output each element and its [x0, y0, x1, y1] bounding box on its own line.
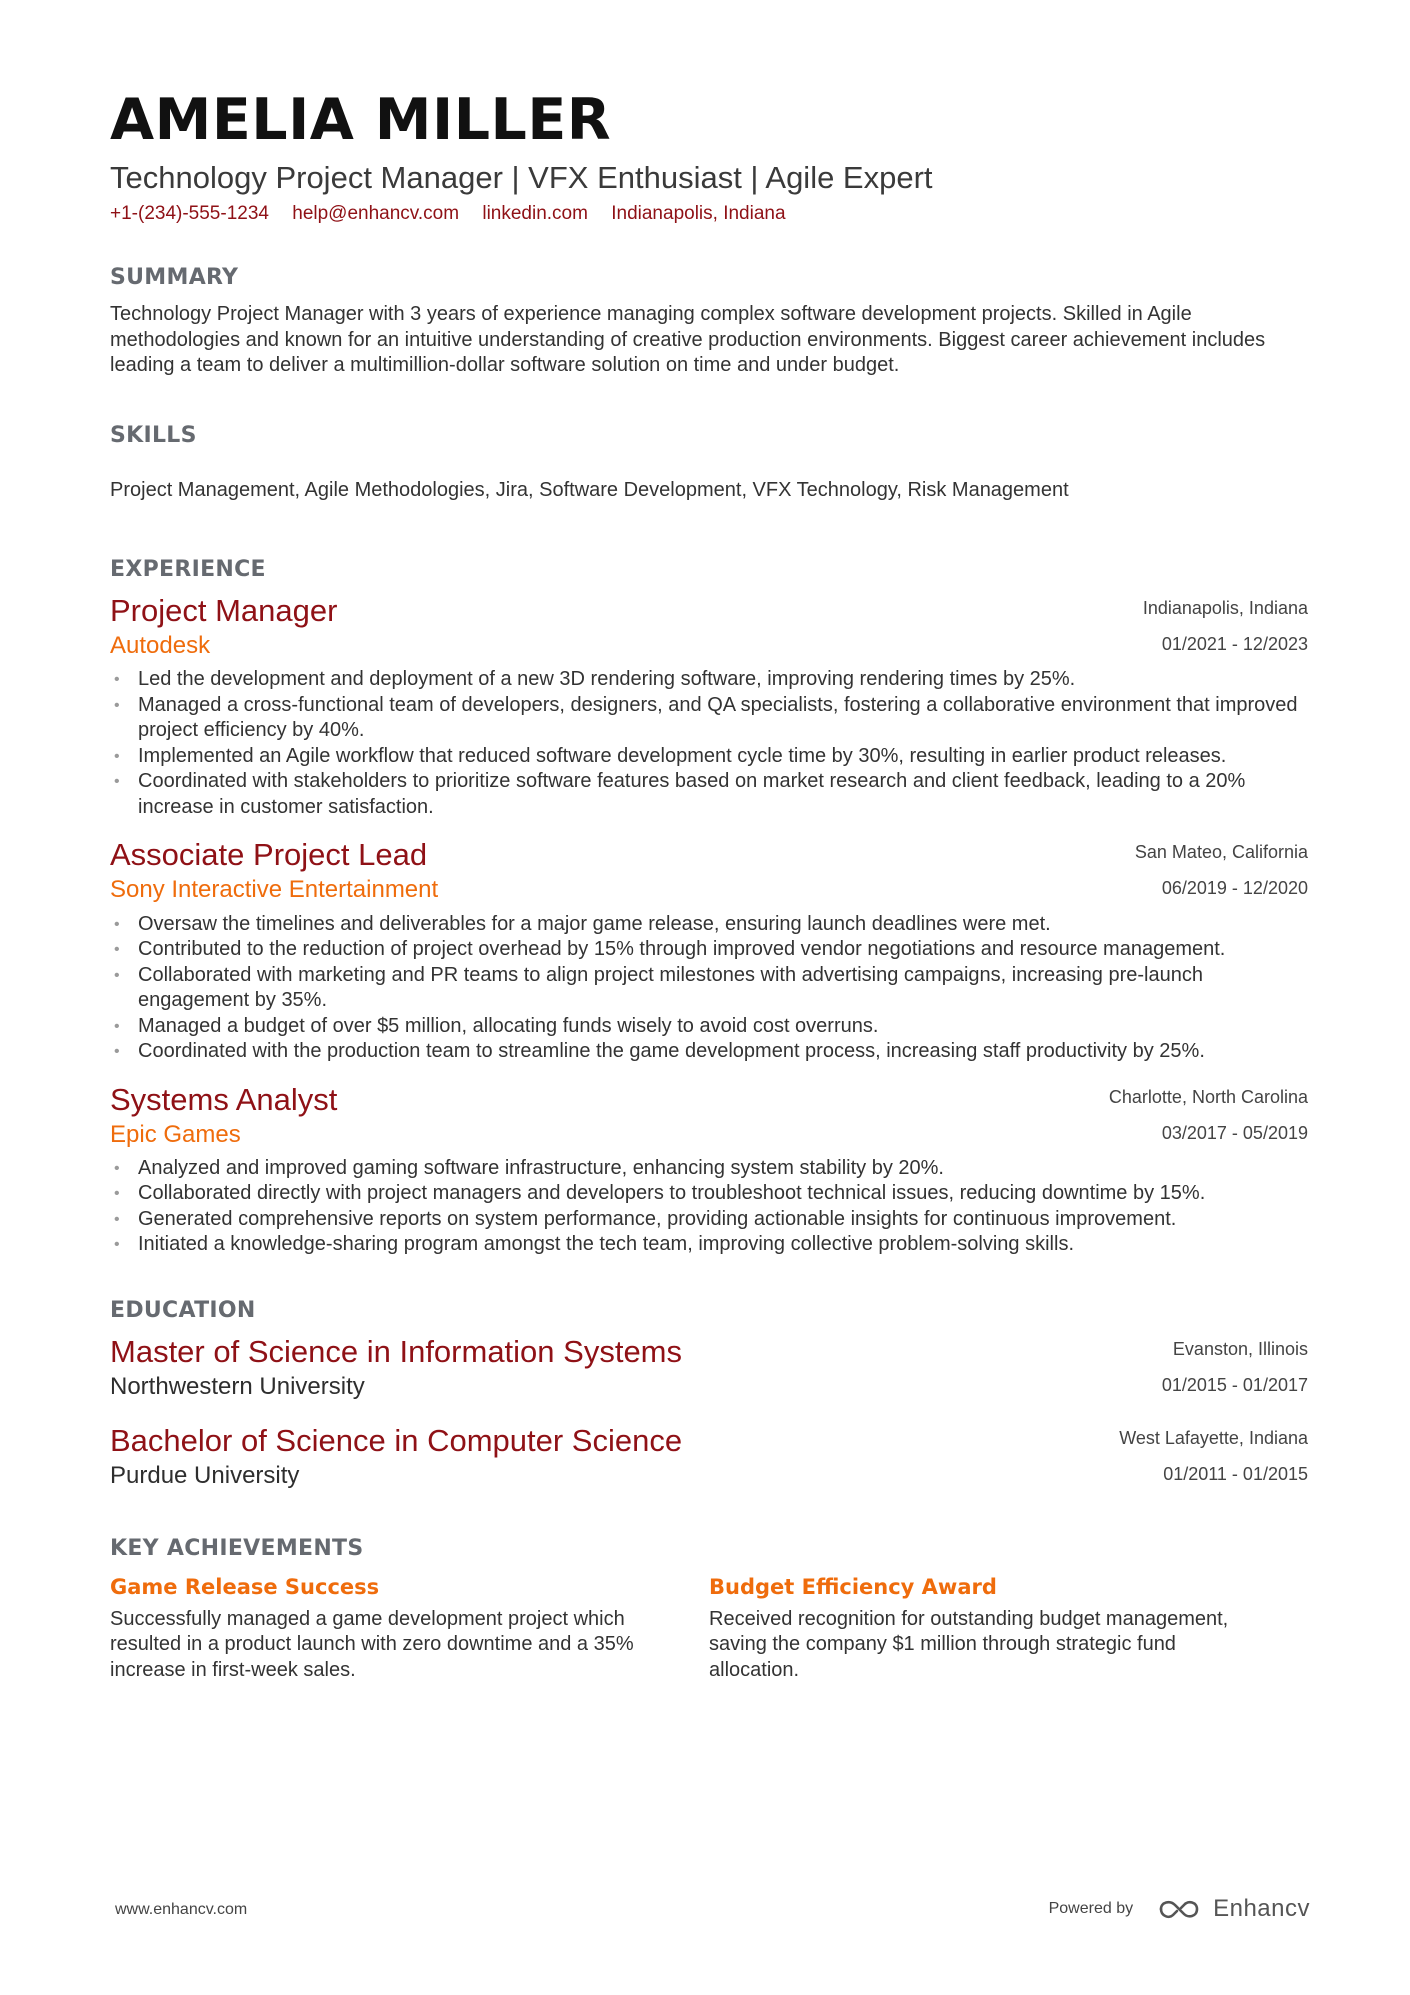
summary-heading: SUMMARY: [110, 265, 239, 291]
achievement-title: Game Release Success: [110, 1574, 380, 1599]
resume-content: [110, 87, 1308, 1683]
bullet-dot-icon: •: [114, 966, 120, 984]
email-link[interactable]: help@enhancv.com: [292, 203, 460, 225]
bullet-item: [110, 963, 1308, 1014]
bullet-item: [110, 744, 1308, 770]
job-role: Systems Analyst: [110, 1081, 338, 1117]
achievements-section: [110, 1536, 1308, 1684]
school-name: Northwestern University: [110, 1373, 365, 1401]
candidate-name: AMELIA MILLER: [110, 87, 612, 153]
bullet-item: [110, 1039, 1308, 1065]
bullet-dot-icon: •: [114, 1185, 120, 1203]
bullet-text: Generated comprehensive reports on system performance, providing actionable insights for continuous improvement.: [138, 1207, 1177, 1230]
job-bullets: [110, 912, 1308, 1065]
bullet-dot-icon: •: [114, 696, 120, 714]
achievement-text: Received recognition for outstanding budget management, saving the company $1 million through strategic fund allocation.: [709, 1607, 1229, 1681]
brand-logo[interactable]: [1157, 1895, 1310, 1923]
bullet-text: Led the development and deployment of a new 3D rendering software, improving rendering times by 25%.: [138, 668, 1076, 691]
job-meta: [1109, 1083, 1308, 1142]
education-dates: 01/2011 - 01/2015: [1163, 1464, 1308, 1485]
bullet-text: Managed a cross-functional team of developers, designers, and QA specialists, fostering a collaborative environment that improved project efficiency by 40%.: [138, 693, 1298, 742]
job-title-block: [110, 1083, 337, 1150]
bullet-text: Contributed to the reduction of project overhead by 15% through improved vendor negotiations and resource management.: [138, 938, 1226, 961]
achievement-text: Successfully managed a game development project which resulted in a product launch with zero downtime and a 35% increase in first-week sales.: [110, 1607, 634, 1681]
bullet-dot-icon: •: [114, 1159, 120, 1177]
powered-by-block: [1049, 1895, 1310, 1923]
bullet-text: Collaborated with marketing and PR teams to align project milestones with advertising campaigns, increasing pre-launch engagement by 35%.: [138, 963, 1203, 1012]
linkedin-link[interactable]: linkedin.com: [482, 203, 588, 225]
education-section: [110, 1298, 1308, 1492]
bullet-text: Managed a budget of over $5 million, allocating funds wisely to avoid cost overruns.: [138, 1014, 879, 1037]
bullet-dot-icon: •: [114, 915, 120, 933]
education-meta: [1119, 1424, 1308, 1483]
job-meta: [1135, 838, 1308, 897]
skills-heading: SKILLS: [110, 422, 197, 448]
job-location: Indianapolis, Indiana: [1142, 598, 1308, 619]
bullet-dot-icon: •: [114, 773, 120, 791]
bullet-dot-icon: •: [114, 1210, 120, 1228]
bullet-dot-icon: •: [114, 671, 120, 689]
job-location: Charlotte, North Carolina: [1108, 1086, 1308, 1107]
bullet-text: Coordinated with stakeholders to prioritize software features based on market research and client feedback, leading to a 20% increase in customer satisfaction.: [138, 770, 1246, 818]
summary-section: [110, 265, 1308, 379]
enhancv-logo-icon: [1157, 1896, 1203, 1922]
education-meta: [1162, 1335, 1308, 1394]
education-entry: [110, 1424, 1308, 1491]
education-heading: EDUCATION: [110, 1297, 256, 1323]
bullet-item: [110, 1014, 1308, 1040]
skills-list: Project Management, Agile Methodologies, Jira, Software Development, VFX Technology, Risk Management: [110, 478, 1069, 501]
education-title-block: [110, 1424, 682, 1491]
job-location: San Mateo, California: [1134, 842, 1308, 863]
bullet-item: [110, 1181, 1308, 1207]
achievement-item: [709, 1575, 1308, 1684]
bullet-item: [110, 912, 1308, 938]
job-entry: [110, 838, 1308, 1064]
job-role: Project Manager: [110, 593, 338, 629]
job-dates: 01/2021 - 12/2023: [1161, 634, 1308, 655]
bullet-item: [110, 1232, 1308, 1258]
bullet-dot-icon: •: [114, 747, 120, 765]
job-company: Sony Interactive Entertainment: [110, 876, 439, 904]
achievements-grid: [110, 1575, 1308, 1684]
bullet-text: Implemented an Agile workflow that reduced software development cycle time by 30%, resulting in earlier product releases.: [138, 744, 1227, 767]
bullet-dot-icon: •: [114, 1236, 120, 1254]
job-entry: [110, 594, 1308, 820]
achievements-heading: KEY ACHIEVEMENTS: [110, 1535, 364, 1561]
skills-section: [110, 423, 1308, 504]
bullet-item: [110, 1156, 1308, 1182]
summary-text: Technology Project Manager with 3 years of experience managing complex software development projects. Skilled in Agile methodologies and known for an intuitive understanding of creative production environments. Biggest career achievement includes leading a team to deliver a multimillion-dollar software solution on time and under budget.: [110, 303, 1266, 377]
bullet-text: Initiated a knowledge-sharing program amongst the tech team, improving collective problem-solving skills.: [138, 1233, 1074, 1256]
bullet-text: Oversaw the timelines and deliverables for a major game release, ensuring launch deadlines were met.: [138, 912, 1051, 935]
bullet-text: Coordinated with the production team to streamline the game development process, increasing staff productivity by 25%.: [138, 1040, 1205, 1063]
education-header: [110, 1424, 1308, 1491]
job-company: Epic Games: [110, 1120, 241, 1148]
bullet-text: Collaborated directly with project managers and developers to troubleshoot technical issues, reducing downtime by 15%.: [138, 1182, 1206, 1205]
bullet-dot-icon: •: [114, 1017, 120, 1035]
job-meta: [1143, 594, 1308, 653]
bullet-item: [110, 937, 1308, 963]
job-header: [110, 838, 1308, 905]
degree-title: Master of Science in Information Systems: [110, 1333, 683, 1369]
bullet-item: [110, 1207, 1308, 1233]
job-role: Associate Project Lead: [110, 837, 428, 873]
job-dates: 06/2019 - 12/2020: [1161, 878, 1308, 899]
bullet-item: [110, 693, 1308, 744]
bullet-text: Analyzed and improved gaming software infrastructure, enhancing system stability by 20%.: [138, 1156, 944, 1179]
job-dates: 03/2017 - 05/2019: [1161, 1122, 1308, 1143]
bullet-dot-icon: •: [114, 941, 120, 959]
education-title-block: [110, 1335, 682, 1402]
job-company: Autodesk: [110, 632, 211, 660]
education-header: [110, 1335, 1308, 1402]
bullet-item: [110, 667, 1308, 693]
school-name: Purdue University: [110, 1462, 300, 1490]
job-title-block: [110, 838, 438, 905]
job-header: [110, 594, 1308, 661]
contact-info: [110, 203, 1308, 225]
education-entry: [110, 1335, 1308, 1402]
achievement-title: Budget Efficiency Award: [709, 1574, 997, 1599]
page-footer: [115, 1895, 1310, 1925]
experience-section: [110, 557, 1308, 1258]
powered-by-label: Powered by: [1048, 1900, 1134, 1917]
bullet-item: [110, 769, 1308, 820]
job-entry: [110, 1083, 1308, 1258]
resume-header: [110, 87, 1308, 225]
brand-name: Enhancv: [1213, 1895, 1310, 1922]
achievement-item: [110, 1575, 709, 1684]
job-bullets: [110, 667, 1308, 820]
degree-title: Bachelor of Science in Computer Science: [110, 1423, 683, 1459]
education-dates: 01/2015 - 01/2017: [1161, 1374, 1308, 1395]
job-header: [110, 1083, 1308, 1150]
job-bullets: [110, 1156, 1308, 1258]
bullet-dot-icon: •: [114, 1043, 120, 1061]
website-link[interactable]: www.enhancv.com: [115, 1901, 248, 1918]
candidate-headline: Technology Project Manager | VFX Enthusiast | Agile Expert: [110, 160, 933, 195]
education-location: Evanston, Illinois: [1172, 1338, 1308, 1359]
education-location: West Lafayette, Indiana: [1119, 1428, 1308, 1449]
job-title-block: [110, 594, 337, 661]
phone-number[interactable]: +1-(234)-555-1234: [110, 203, 269, 225]
location-text: Indianapolis, Indiana: [611, 203, 786, 225]
experience-heading: EXPERIENCE: [110, 557, 266, 583]
